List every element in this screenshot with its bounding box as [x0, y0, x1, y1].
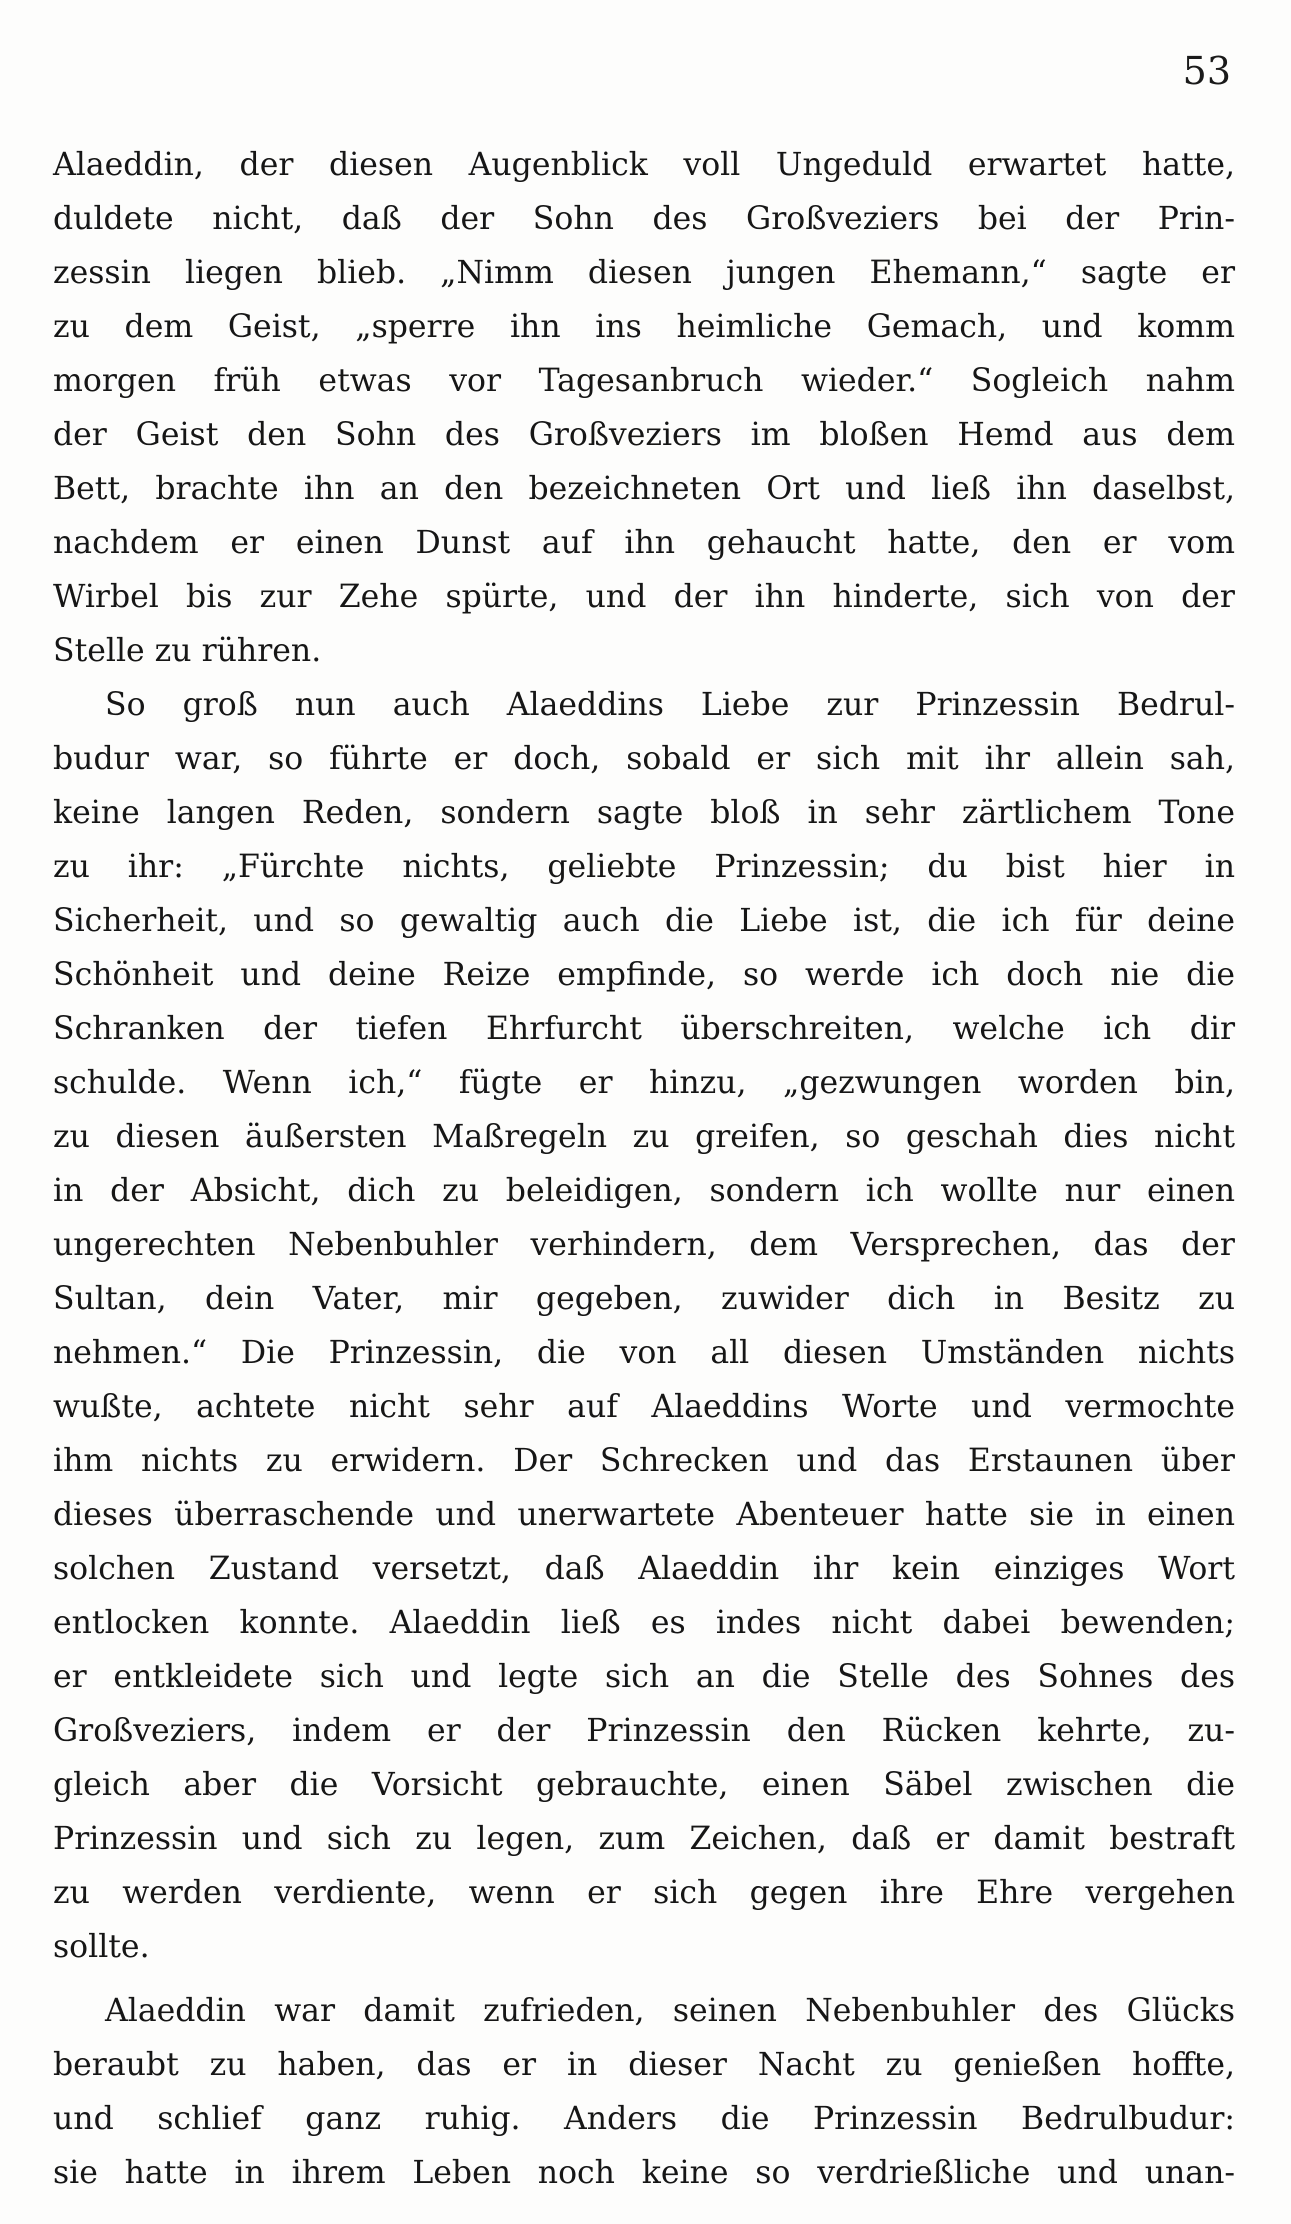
- text-line: sie hatte in ihrem Leben noch keine so verdrießliche und unan-: [53, 2155, 1235, 2191]
- text-line: nachdem er einen Dunst auf ihn gehaucht hatte, den er vom: [53, 525, 1235, 561]
- text-line: Sultan, dein Vater, mir gegeben, zuwider dich in Besitz zu: [53, 1281, 1235, 1317]
- text-line: schulde. Wenn ich,“ fügte er hinzu, „gezwungen worden bin,: [53, 1065, 1235, 1101]
- text-line: in der Absicht, dich zu beleidigen, sondern ich wollte nur einen: [53, 1173, 1235, 1209]
- text-line: duldete nicht, daß der Sohn des Großveziers bei der Prin-: [53, 201, 1235, 237]
- text-line: sollte.: [53, 1929, 150, 1965]
- text-line: Schönheit und deine Reize empfinde, so werde ich doch nie die: [53, 957, 1235, 993]
- text-line: gleich aber die Vorsicht gebrauchte, einen Säbel zwischen die: [53, 1767, 1235, 1803]
- text-line: zu werden verdiente, wenn er sich gegen ihre Ehre vergehen: [53, 1875, 1235, 1911]
- text-line: Schranken der tiefen Ehrfurcht überschreiten, welche ich dir: [53, 1011, 1235, 1047]
- body-text: [53, 138, 1235, 2200]
- text-line: Sicherheit, und so gewaltig auch die Liebe ist, die ich für deine: [53, 903, 1235, 939]
- text-line: budur war, so führte er doch, sobald er sich mit ihr allein sah,: [53, 741, 1235, 777]
- text-line: wußte, achtete nicht sehr auf Alaeddins Worte und vermochte: [53, 1389, 1235, 1425]
- page-number: 53: [1182, 49, 1231, 93]
- text-line: keine langen Reden, sondern sagte bloß in sehr zärtlichem Tone: [53, 795, 1235, 831]
- text-line: er entkleidete sich und legte sich an die Stelle des Sohnes des: [53, 1659, 1235, 1695]
- text-line: Wirbel bis zur Zehe spürte, und der ihn hinderte, sich von der: [53, 579, 1235, 615]
- text-line: zessin liegen blieb. „Nimm diesen jungen Ehemann,“ sagte er: [53, 255, 1235, 291]
- text-line: zu dem Geist, „sperre ihn ins heimliche Gemach, und komm: [53, 309, 1235, 345]
- text-line: morgen früh etwas vor Tagesanbruch wieder.“ Sogleich nahm: [53, 363, 1235, 399]
- paragraph: [53, 678, 1235, 1974]
- text-line: beraubt zu haben, das er in dieser Nacht zu genießen hoffte,: [53, 2047, 1235, 2083]
- text-line: Stelle zu rühren.: [53, 633, 322, 669]
- text-line: ungerechten Nebenbuhler verhindern, dem Versprechen, das der: [53, 1227, 1235, 1263]
- text-line: Alaeddin war damit zufrieden, seinen Nebenbuhler des Glücks: [105, 1993, 1235, 2029]
- text-line: zu ihr: „Fürchte nichts, geliebte Prinzessin; du bist hier in: [53, 849, 1235, 885]
- text-line: der Geist den Sohn des Großveziers im bloßen Hemd aus dem: [53, 417, 1235, 453]
- paragraph: [53, 138, 1235, 678]
- text-line: zu diesen äußersten Maßregeln zu greifen, so geschah dies nicht: [53, 1119, 1235, 1155]
- text-line: Alaeddin, der diesen Augenblick voll Ungeduld erwartet hatte,: [53, 147, 1235, 183]
- text-line: entlocken konnte. Alaeddin ließ es indes nicht dabei bewenden;: [53, 1605, 1235, 1641]
- text-line: So groß nun auch Alaeddins Liebe zur Prinzessin Bedrul-: [105, 687, 1235, 723]
- text-line: und schlief ganz ruhig. Anders die Prinzessin Bedrulbudur:: [53, 2101, 1235, 2137]
- paragraph: [53, 1984, 1235, 2200]
- text-line: nehmen.“ Die Prinzessin, die von all diesen Umständen nichts: [53, 1335, 1235, 1371]
- text-line: Prinzessin und sich zu legen, zum Zeichen, daß er damit bestraft: [53, 1821, 1235, 1857]
- text-line: dieses überraschende und unerwartete Abenteuer hatte sie in einen: [53, 1497, 1235, 1533]
- text-line: Großveziers, indem er der Prinzessin den Rücken kehrte, zu-: [53, 1713, 1235, 1749]
- text-line: Bett, brachte ihn an den bezeichneten Ort und ließ ihn daselbst,: [53, 471, 1235, 507]
- text-line: ihm nichts zu erwidern. Der Schrecken und das Erstaunen über: [53, 1443, 1235, 1479]
- text-line: solchen Zustand versetzt, daß Alaeddin ihr kein einziges Wort: [53, 1551, 1235, 1587]
